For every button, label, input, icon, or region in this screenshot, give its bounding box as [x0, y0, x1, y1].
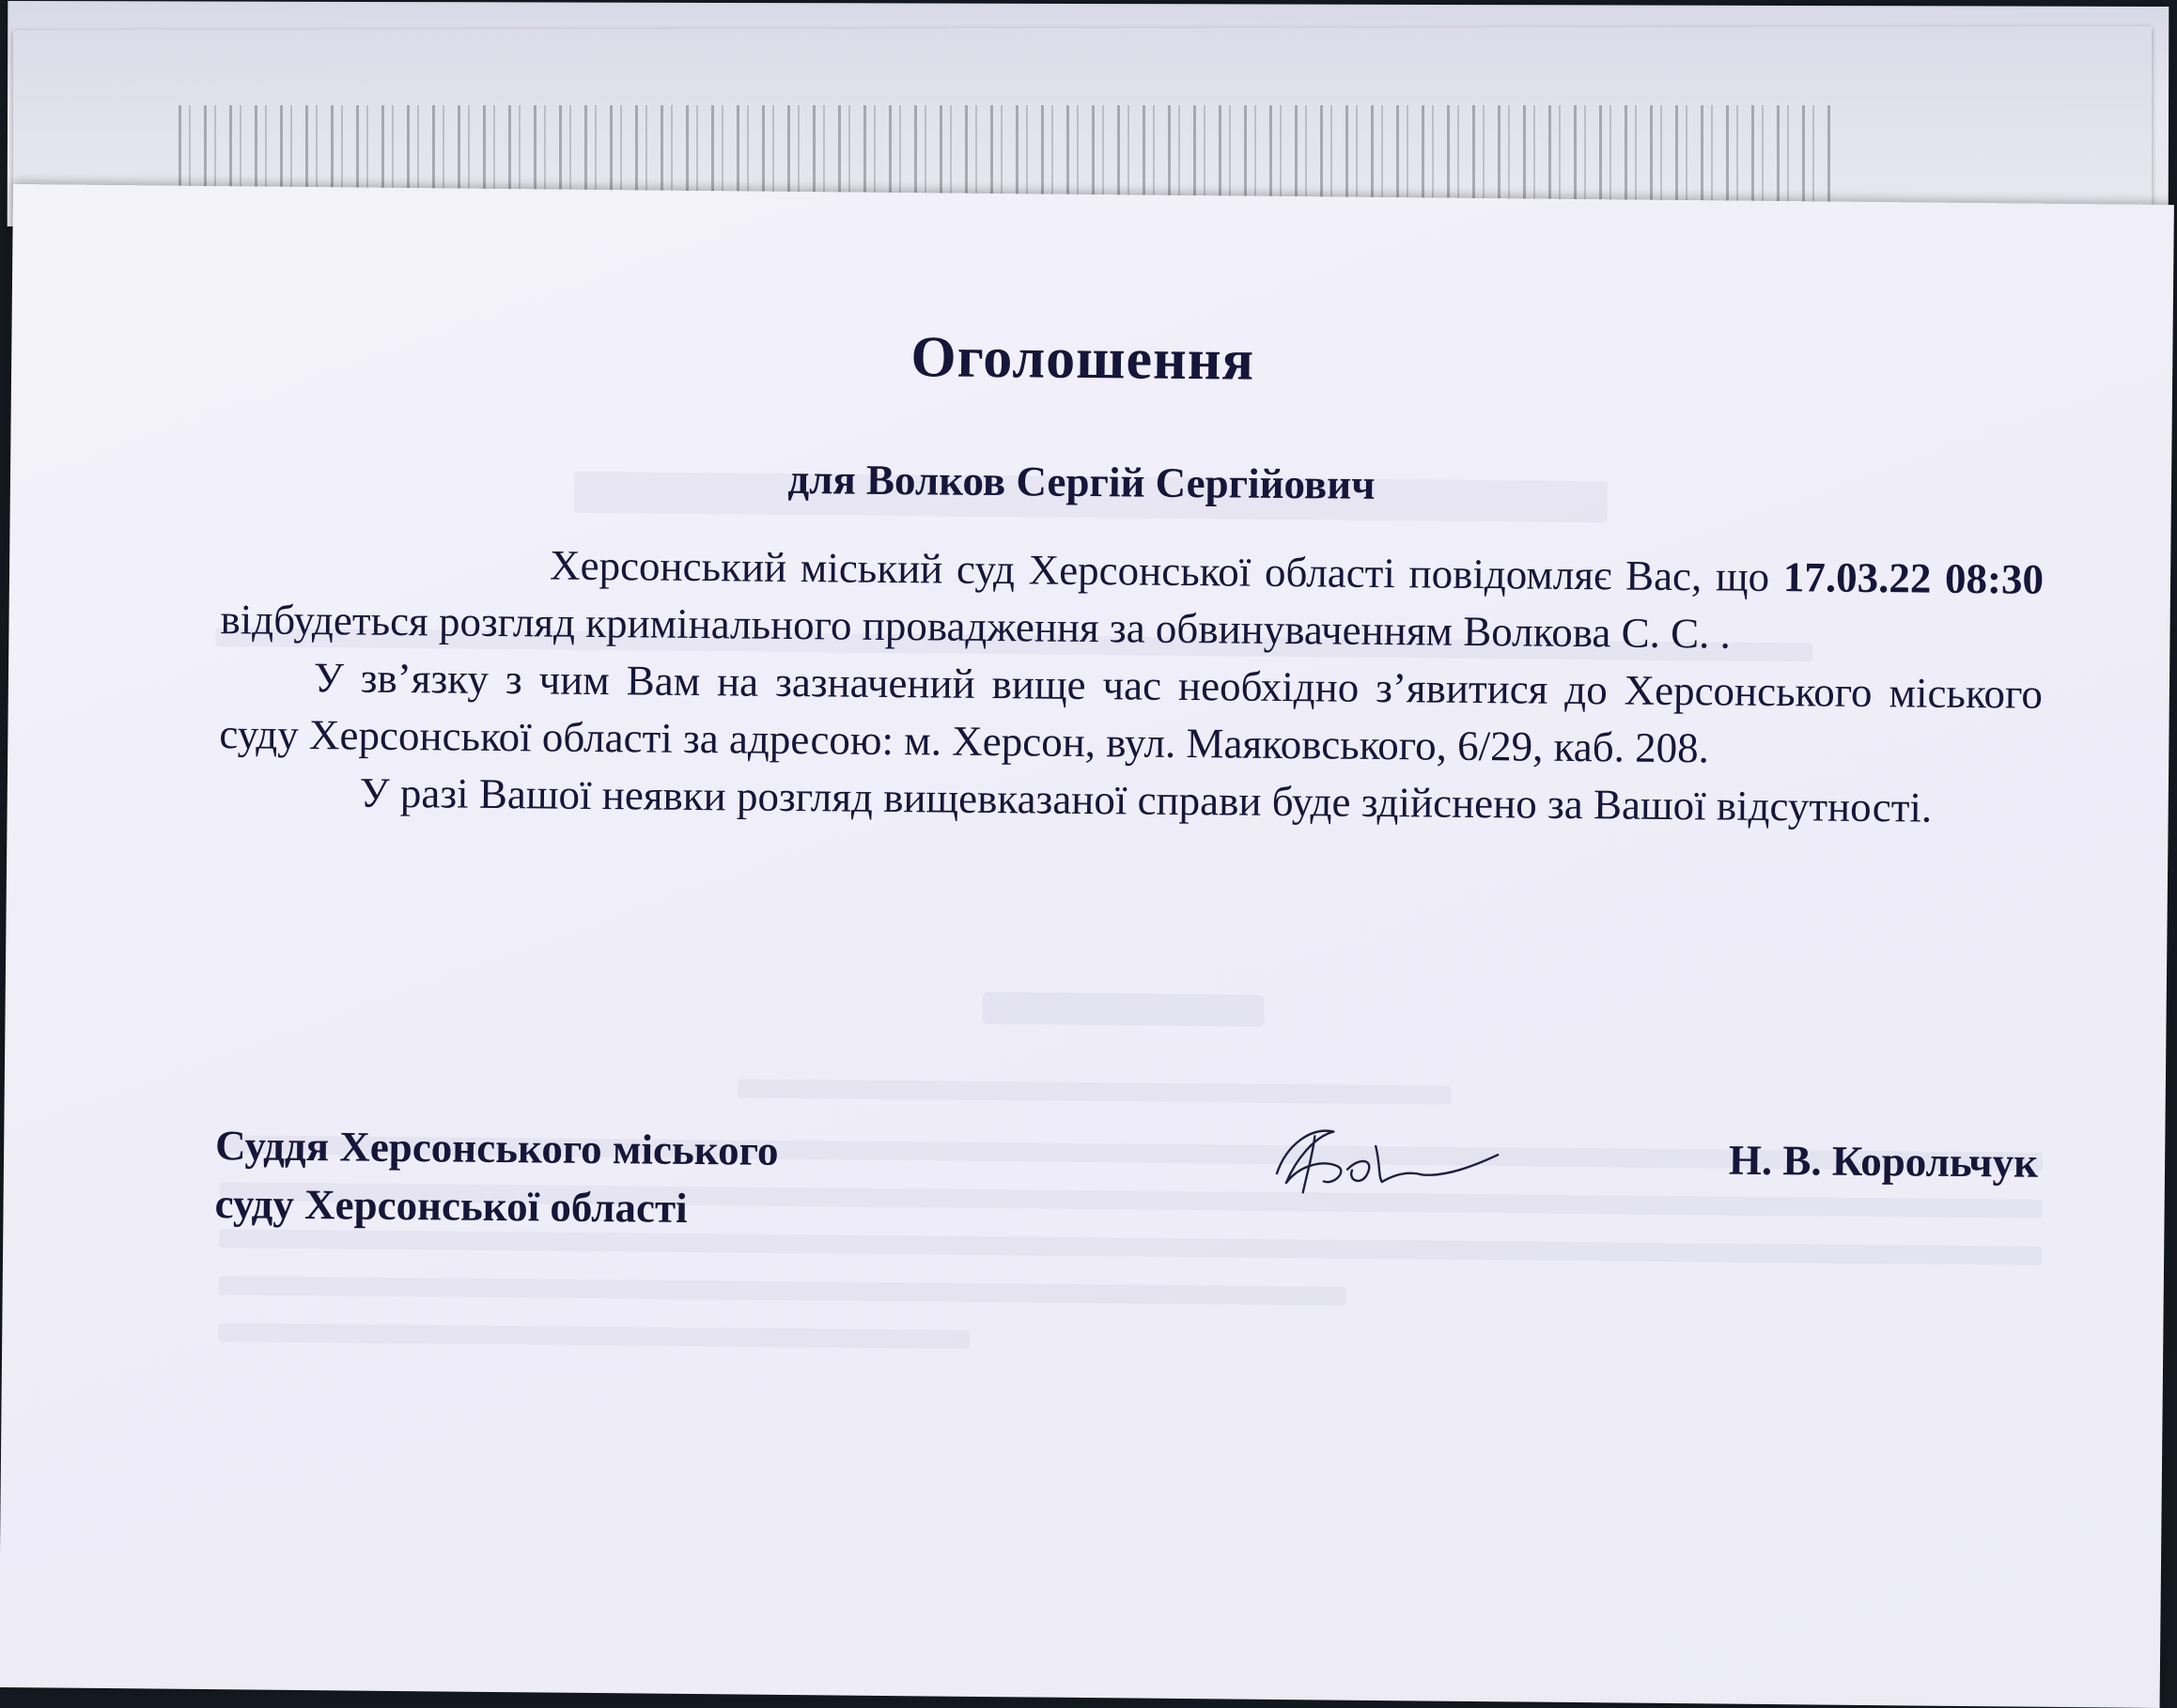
hearing-datetime: 17.03.22 08:30 [1782, 553, 2045, 603]
handwritten-signature [1258, 1108, 1503, 1213]
notice-sheet [0, 184, 2174, 1708]
notice-body [219, 534, 2045, 838]
paragraph-absence-warning: У разі Вашої неявки розгляд вищевказаної справи буде здійснено за Вашої відсутності. [359, 769, 1933, 831]
notice-title: Оголошення [910, 325, 1255, 393]
notice-recipient: для Волков Сергій Сергійович [787, 455, 1376, 508]
judge-position [214, 1116, 778, 1238]
judge-position-line1: Суддя Херсонського міського [214, 1122, 779, 1174]
paragraph-hearing-date [220, 534, 2044, 666]
paragraph-hearing-text-end: відбудеться розгляд кримінального провадження за обвинуваченням Волкова С. С. . [220, 596, 1732, 658]
judge-position-line2: суду Херсонської області [214, 1180, 688, 1232]
paragraph-hearing-text-start: Херсонський міський суд Херсонської області повідомляє Вас, що [549, 541, 1784, 601]
signature-block [214, 1116, 2038, 1247]
judge-name: Н. В. Корольчук [1728, 1136, 2039, 1187]
paragraph-appearance-address: У зв’язку з чим Вам на зазначений вище час необхідно з’явитися до Херсонського міського суду Херсонської області за адресою: м. Херсон, вул. Маяковського, 6/29, каб. 208. [219, 654, 2044, 772]
show-through-text [0, 184, 2174, 1708]
